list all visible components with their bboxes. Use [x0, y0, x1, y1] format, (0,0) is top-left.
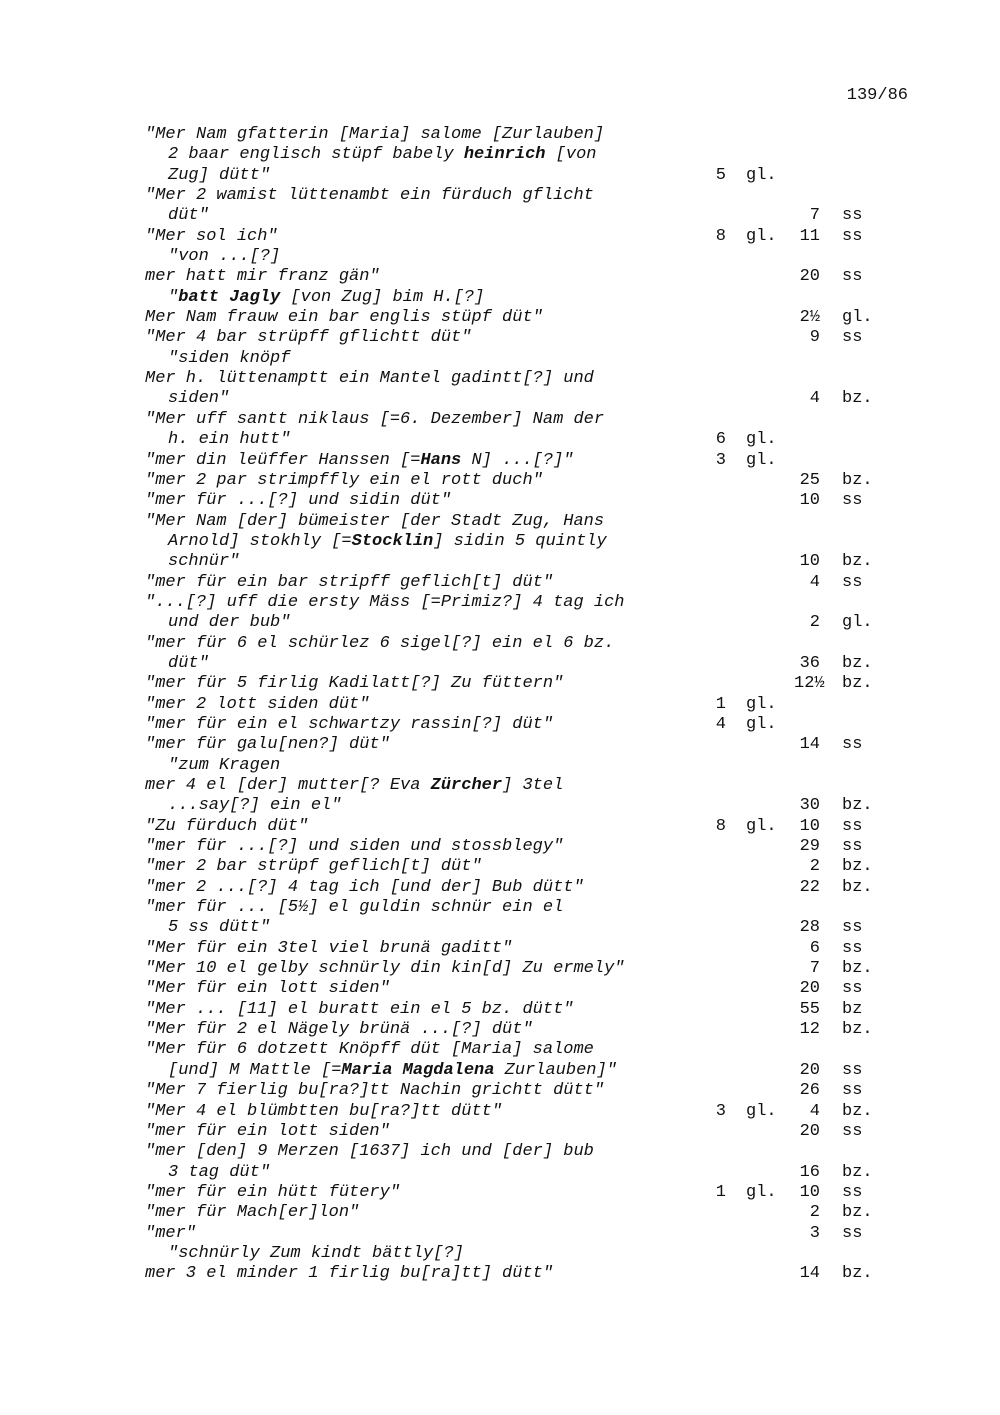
- amount-2: 25: [799, 470, 820, 490]
- unit-2: ss: [842, 1121, 863, 1141]
- ledger-row: [0, 552, 1000, 572]
- ledger-row: [0, 674, 1000, 694]
- unit-2: ss: [842, 267, 863, 287]
- entry-text: Zug] dütt": [168, 165, 271, 185]
- entry-text: mer hatt mir franz gän": [145, 267, 380, 287]
- ledger-row: [0, 817, 1000, 837]
- entry-text: "mer für ein bar stripff geflich[t] düt": [145, 572, 554, 592]
- entry-text: "mer 2 ...[?] 4 tag ich [und der] Bub dütt": [145, 877, 584, 897]
- entry-text: "Mer für 6 dotzett Knöpff düt [Maria] salome: [145, 1040, 594, 1060]
- unit-2: ss: [842, 816, 863, 836]
- entry-text: "Mer uff santt niklaus [=6. Dezember] Nam der: [145, 409, 605, 429]
- entry-text: "mer für ein el schwartzy rassin[?] düt": [145, 714, 554, 734]
- ledger-row: [0, 1122, 1000, 1142]
- ledger-row: [0, 898, 1000, 918]
- ledger-row: [0, 634, 1000, 654]
- entry-text: siden": [168, 389, 230, 409]
- ledger-row: [0, 227, 1000, 247]
- amount-2: 14: [799, 1264, 820, 1284]
- bold-name: Stocklin: [351, 531, 434, 551]
- entry-text: 2 baar englisch stüpf babely heinrich [von: [168, 145, 597, 165]
- ledger-row: [0, 1203, 1000, 1223]
- unit-2: ss: [842, 938, 863, 958]
- amount-2: 4: [809, 1101, 820, 1121]
- entry-text: 3 tag düt": [168, 1162, 271, 1182]
- unit-2: bz.: [842, 389, 873, 409]
- entry-text: und der bub": [168, 613, 291, 633]
- amount-2: 20: [799, 1121, 820, 1141]
- ledger-row: [0, 857, 1000, 877]
- entry-text: "von ...[?]: [168, 247, 281, 267]
- ledger-row: [0, 1102, 1000, 1122]
- unit-2: bz.: [842, 959, 873, 979]
- amount-2: 36: [799, 653, 820, 673]
- entry-text: "Mer für 2 el Nägely brünä ...[?] düt": [145, 1020, 533, 1040]
- amount-2: 2: [809, 613, 820, 633]
- amount-2: 7: [809, 959, 820, 979]
- bold-name: heinrich: [463, 145, 546, 165]
- entry-text: "mer": [145, 1223, 197, 1243]
- entry-text: schnür": [168, 552, 240, 572]
- bold-name: Maria Magdalena: [341, 1060, 495, 1080]
- ledger-row: [0, 1163, 1000, 1183]
- ledger-row: [0, 796, 1000, 816]
- unit-2: bz: [842, 999, 863, 1019]
- unit-1: gl.: [746, 694, 777, 714]
- amount-2: 14: [799, 735, 820, 755]
- unit-1: gl.: [746, 816, 777, 836]
- ledger-row: [0, 715, 1000, 735]
- ledger-entries: [0, 125, 1000, 1285]
- unit-1: gl.: [746, 1101, 777, 1121]
- ledger-row: [0, 837, 1000, 857]
- bold-name: batt Jagly: [178, 287, 281, 307]
- amount-2: 28: [799, 918, 820, 938]
- amount-2: 4: [809, 389, 820, 409]
- ledger-row: [0, 430, 1000, 450]
- amount-2: 10: [799, 1182, 820, 1202]
- unit-2: bz.: [842, 653, 873, 673]
- amount-2: 26: [799, 1081, 820, 1101]
- unit-2: bz.: [842, 674, 873, 694]
- unit-2: ss: [842, 572, 863, 592]
- unit-2: bz.: [842, 877, 873, 897]
- amount-2: 12: [799, 1020, 820, 1040]
- unit-2: bz.: [842, 796, 873, 816]
- unit-2: ss: [842, 979, 863, 999]
- ledger-row: [0, 573, 1000, 593]
- entry-text: "Mer 4 el blümbtten bu[ra?]tt dütt": [145, 1101, 503, 1121]
- amount-1: 8: [715, 816, 726, 836]
- amount-1: 6: [715, 430, 726, 450]
- amount-1: 8: [715, 226, 726, 246]
- entry-text: "mer für ...[?] und siden und stossblegy": [145, 837, 564, 857]
- entry-text: "mer [den] 9 Merzen [1637] ich und [der] bub: [145, 1142, 594, 1162]
- ledger-row: [0, 959, 1000, 979]
- ledger-row: [0, 1081, 1000, 1101]
- unit-2: ss: [842, 1182, 863, 1202]
- unit-2: ss: [842, 837, 863, 857]
- entry-text: "batt Jagly [von Zug] bim H.[?]: [168, 287, 485, 307]
- amount-1: 3: [715, 1101, 726, 1121]
- ledger-row: [0, 145, 1000, 165]
- entry-text: mer 4 el [der] mutter[? Eva Zürcher] 3tel: [145, 776, 564, 795]
- ledger-row: [0, 206, 1000, 226]
- ledger-row: [0, 1264, 1000, 1284]
- ledger-row: [0, 1000, 1000, 1020]
- entry-text: mer 3 el minder 1 firlig bu[ra]tt] dütt": [145, 1264, 554, 1284]
- ledger-row: [0, 308, 1000, 328]
- unit-1: gl.: [746, 450, 777, 470]
- ledger-row: [0, 1040, 1000, 1060]
- unit-2: bz.: [842, 1264, 873, 1284]
- bold-name: Hans: [420, 450, 462, 470]
- unit-2: ss: [842, 1081, 863, 1101]
- entry-text: "mer für galu[nen?] düt": [145, 735, 390, 755]
- ledger-row: [0, 166, 1000, 186]
- ledger-row: [0, 125, 1000, 145]
- unit-1: gl.: [746, 714, 777, 734]
- amount-2: 20: [799, 979, 820, 999]
- ledger-row: [0, 756, 1000, 776]
- ledger-row: [0, 878, 1000, 898]
- ledger-row: [0, 1244, 1000, 1264]
- amount-2: 29: [799, 837, 820, 857]
- ledger-row: [0, 328, 1000, 348]
- unit-2: ss: [842, 491, 863, 511]
- entry-text: "Zu fürduch düt": [145, 816, 309, 836]
- entry-text: "mer für ein hütt fütery": [145, 1182, 401, 1202]
- unit-2: bz.: [842, 857, 873, 877]
- amount-2: 10: [799, 552, 820, 572]
- amount-2: 2: [809, 857, 820, 877]
- unit-1: gl.: [746, 430, 777, 450]
- entry-text: "zum Kragen: [168, 755, 281, 775]
- entry-text: "Mer sol ich": [145, 226, 278, 246]
- unit-2: ss: [842, 226, 863, 246]
- unit-2: ss: [842, 328, 863, 348]
- ledger-row: [0, 349, 1000, 369]
- entry-text: "mer für 6 el schürlez 6 sigel[?] ein el 6 bz.: [145, 633, 615, 653]
- ledger-row: [0, 532, 1000, 552]
- entry-text: Mer Nam frauw ein bar englis stüpf düt": [145, 308, 543, 328]
- ledger-row: [0, 389, 1000, 409]
- ledger-row: [0, 451, 1000, 471]
- entry-text: "Mer 10 el gelby schnürly din kin[d] Zu ermely": [145, 959, 625, 979]
- ledger-row: [0, 695, 1000, 715]
- ledger-row: [0, 939, 1000, 959]
- entry-text: "...[?] uff die ersty Mäss [=Primiz?] 4 tag ich: [145, 592, 625, 612]
- entry-text: Mer h. lüttenamptt ein Mantel gadintt[?] und: [145, 369, 594, 389]
- entry-text: Arnold] stokhly [=Stocklin] sidin 5 quintly: [168, 531, 607, 551]
- entry-text: "Mer ... [11] el buratt ein el 5 bz. dütt": [145, 999, 574, 1019]
- ledger-row: [0, 613, 1000, 633]
- ledger-row: [0, 735, 1000, 755]
- amount-1: 4: [715, 714, 726, 734]
- amount-1: 3: [715, 450, 726, 470]
- entry-text: "mer din leüffer Hanssen [=Hans N] ...[?]": [145, 450, 574, 470]
- entry-text: "schnürly Zum kindt bättly[?]: [168, 1243, 464, 1263]
- entry-text: "mer für ... [5½] el guldin schnür ein el: [145, 898, 564, 918]
- entry-text: "Mer 2 wamist lüttenambt ein fürduch gflicht: [145, 186, 594, 206]
- ledger-row: [0, 410, 1000, 430]
- unit-2: bz.: [842, 470, 873, 490]
- entry-text: "Mer Nam gfatterin [Maria] salome [Zurlauben]: [145, 125, 605, 144]
- ledger-row: [0, 247, 1000, 267]
- amount-2: 2½: [799, 308, 820, 328]
- unit-1: gl.: [746, 165, 777, 185]
- ledger-row: [0, 471, 1000, 491]
- unit-2: bz.: [842, 552, 873, 572]
- entry-text: "Mer 7 fierlig bu[ra?]tt Nachin grichtt dütt": [145, 1081, 605, 1101]
- amount-2: 30: [799, 796, 820, 816]
- amount-2: 22: [799, 877, 820, 897]
- amount-2: 6: [809, 938, 820, 958]
- amount-2: 12½: [794, 674, 825, 694]
- bold-name: Zürcher: [430, 776, 503, 795]
- unit-2: gl.: [842, 613, 873, 633]
- ledger-row: [0, 1224, 1000, 1244]
- amount-2: 7: [809, 206, 820, 226]
- page-number: 139/86: [846, 86, 908, 105]
- ledger-row: [0, 1020, 1000, 1040]
- unit-2: gl.: [842, 308, 873, 328]
- ledger-row: [0, 593, 1000, 613]
- unit-2: ss: [842, 1223, 863, 1243]
- ledger-row: [0, 654, 1000, 674]
- amount-1: 1: [715, 694, 726, 714]
- unit-2: bz.: [842, 1101, 873, 1121]
- amount-1: 5: [715, 165, 726, 185]
- ledger-row: [0, 1142, 1000, 1162]
- entry-text: "mer für ein lott siden": [145, 1121, 390, 1141]
- entry-text: "mer 2 lott siden düt": [145, 694, 370, 714]
- ledger-row: [0, 267, 1000, 287]
- entry-text: "Mer 4 bar strüpff gflichtt düt": [145, 328, 472, 348]
- entry-text: "Mer für ein 3tel viel brunä gaditt": [145, 938, 513, 958]
- unit-1: gl.: [746, 1182, 777, 1202]
- ledger-row: [0, 776, 1000, 796]
- entry-text: "mer für ...[?] und sidin düt": [145, 491, 452, 511]
- amount-2: 2: [809, 1203, 820, 1223]
- unit-2: bz.: [842, 1020, 873, 1040]
- ledger-row: [0, 369, 1000, 389]
- amount-2: 55: [799, 999, 820, 1019]
- unit-2: ss: [842, 1060, 863, 1080]
- amount-2: 4: [809, 572, 820, 592]
- entry-text: ...say[?] ein el": [168, 796, 342, 816]
- unit-2: bz.: [842, 1203, 873, 1223]
- entry-text: "mer für Mach[er]lon": [145, 1203, 360, 1223]
- ledger-row: [0, 186, 1000, 206]
- entry-text: düt": [168, 206, 209, 226]
- amount-2: 10: [799, 491, 820, 511]
- unit-1: gl.: [746, 226, 777, 246]
- ledger-row: [0, 288, 1000, 308]
- entry-text: "mer für 5 firlig Kadilatt[?] Zu füttern": [145, 674, 564, 694]
- unit-2: ss: [842, 206, 863, 226]
- ledger-row: [0, 918, 1000, 938]
- unit-2: ss: [842, 918, 863, 938]
- entry-text: "mer 2 bar strüpf geflich[t] düt": [145, 857, 482, 877]
- ledger-row: [0, 979, 1000, 999]
- ledger-row: [0, 512, 1000, 532]
- amount-2: 3: [809, 1223, 820, 1243]
- entry-text: "siden knöpf: [168, 348, 291, 368]
- entry-text: [und] M Mattle [=Maria Magdalena Zurlauben]": [168, 1060, 617, 1080]
- entry-text: h. ein hutt": [168, 430, 291, 450]
- ledger-row: [0, 1183, 1000, 1203]
- amount-1: 1: [715, 1182, 726, 1202]
- amount-2: 9: [809, 328, 820, 348]
- amount-2: 11: [799, 226, 820, 246]
- amount-2: 10: [799, 816, 820, 836]
- entry-text: 5 ss dütt": [168, 918, 271, 938]
- amount-2: 20: [799, 267, 820, 287]
- entry-text: "Mer für ein lott siden": [145, 979, 390, 999]
- entry-text: düt": [168, 653, 209, 673]
- unit-2: bz.: [842, 1162, 873, 1182]
- amount-2: 16: [799, 1162, 820, 1182]
- entry-text: "Mer Nam [der] bümeister [der Stadt Zug, Hans: [145, 511, 605, 531]
- ledger-row: [0, 1061, 1000, 1081]
- ledger-row: [0, 491, 1000, 511]
- entry-text: "mer 2 par strimpffly ein el rott duch": [145, 470, 543, 490]
- unit-2: ss: [842, 735, 863, 755]
- amount-2: 20: [799, 1060, 820, 1080]
